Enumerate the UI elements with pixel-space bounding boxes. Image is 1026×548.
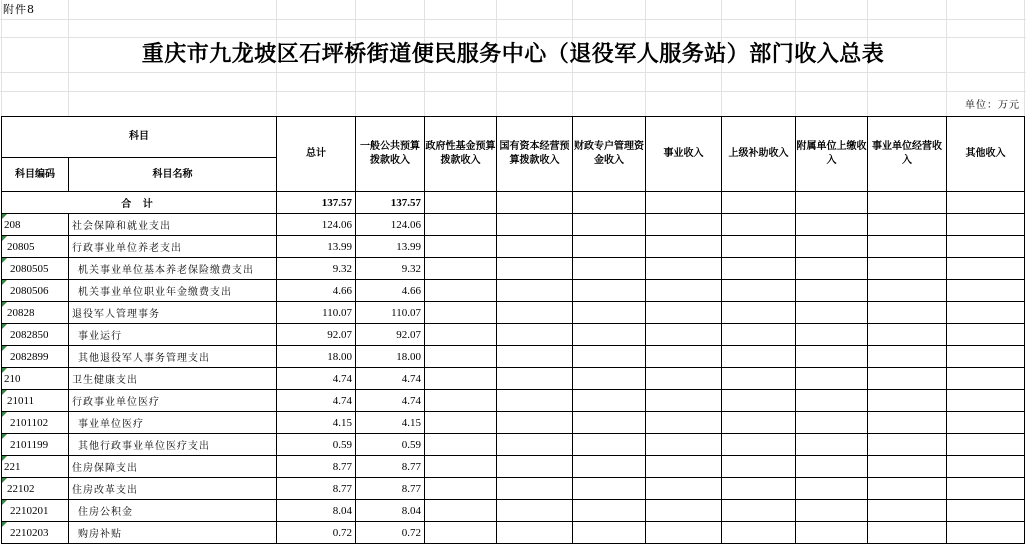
cell-comment-marker-icon <box>2 390 7 395</box>
table-row <box>2 390 1025 412</box>
total-row <box>2 192 1025 214</box>
empty-cell <box>425 434 497 456</box>
header-other-income: 其他收入 <box>947 117 1025 192</box>
empty-cell <box>497 324 573 346</box>
empty-cell <box>425 522 497 544</box>
empty-cell <box>722 500 796 522</box>
empty-cell <box>947 500 1025 522</box>
row-general-budget: 0.59 <box>356 434 425 456</box>
empty-cell <box>425 258 497 280</box>
empty-cell <box>868 346 947 368</box>
empty-cell <box>646 302 722 324</box>
empty-cell <box>796 478 868 500</box>
attachment-label: 附件8 <box>3 3 35 16</box>
empty-cell <box>947 258 1025 280</box>
empty-cell <box>947 324 1025 346</box>
header-subject: 科目 <box>2 117 277 158</box>
empty-cell <box>497 500 573 522</box>
empty-cell <box>868 324 947 346</box>
empty-cell <box>947 368 1025 390</box>
total-general-budget: 137.57 <box>356 192 425 214</box>
table-row <box>2 258 1025 280</box>
empty-cell <box>573 346 646 368</box>
empty-cell <box>796 368 868 390</box>
empty-cell <box>497 434 573 456</box>
empty-cell <box>947 434 1025 456</box>
empty-cell <box>646 500 722 522</box>
empty-cell <box>947 302 1025 324</box>
empty-cell <box>947 280 1025 302</box>
row-general-budget: 4.74 <box>356 368 425 390</box>
row-general-budget: 110.07 <box>356 302 425 324</box>
empty-cell <box>722 280 796 302</box>
empty-cell <box>796 412 868 434</box>
empty-cell <box>722 412 796 434</box>
empty-cell <box>425 390 497 412</box>
empty-cell <box>573 434 646 456</box>
empty-cell <box>646 456 722 478</box>
subject-code <box>2 522 69 544</box>
empty-cell <box>868 412 947 434</box>
empty-cell <box>868 214 947 236</box>
row-total: 4.15 <box>277 412 356 434</box>
subject-name: 其他退役军人事务管理支出 <box>69 346 277 368</box>
subject-code-text: 2210203 <box>10 526 49 539</box>
row-total: 4.74 <box>277 390 356 412</box>
empty-cell <box>722 478 796 500</box>
empty-cell <box>868 368 947 390</box>
empty-cell <box>497 214 573 236</box>
table-row <box>2 236 1025 258</box>
empty-cell <box>425 478 497 500</box>
total-label: 合 计 <box>2 192 277 214</box>
row-total: 8.77 <box>277 478 356 500</box>
cell-comment-marker-icon <box>2 346 7 351</box>
empty-cell <box>425 280 497 302</box>
row-general-budget: 8.04 <box>356 500 425 522</box>
cell-comment-marker-icon <box>2 412 7 417</box>
subject-name: 住房公积金 <box>69 500 277 522</box>
empty-cell <box>722 390 796 412</box>
subject-code <box>2 390 69 412</box>
empty-cell <box>796 324 868 346</box>
row-general-budget: 0.72 <box>356 522 425 544</box>
cell-comment-marker-icon <box>2 214 7 219</box>
empty-cell <box>646 324 722 346</box>
subject-code-text: 2101199 <box>10 438 49 451</box>
empty-cell <box>573 368 646 390</box>
header-total: 总计 <box>277 117 356 192</box>
empty-cell <box>722 236 796 258</box>
table-row <box>2 434 1025 456</box>
empty-cell <box>425 412 497 434</box>
cell-comment-marker-icon <box>2 302 7 307</box>
subject-code-text: 2101102 <box>10 416 49 429</box>
total-amount: 137.57 <box>277 192 356 214</box>
subject-code <box>2 324 69 346</box>
empty-cell <box>573 456 646 478</box>
subject-name: 行政事业单位医疗 <box>69 390 277 412</box>
row-general-budget: 4.15 <box>356 412 425 434</box>
empty-cell <box>722 456 796 478</box>
empty-cell <box>573 412 646 434</box>
income-summary-table <box>1 116 1025 544</box>
empty-cell <box>573 236 646 258</box>
empty-cell <box>497 346 573 368</box>
table-row <box>2 214 1025 236</box>
subject-code <box>2 500 69 522</box>
empty-cell <box>425 324 497 346</box>
empty-cell <box>646 346 722 368</box>
subject-code-text: 221 <box>4 460 21 473</box>
empty-cell <box>868 456 947 478</box>
empty-cell <box>722 346 796 368</box>
row-total: 9.32 <box>277 258 356 280</box>
subject-name: 事业单位医疗 <box>69 412 277 434</box>
empty-cell <box>573 302 646 324</box>
empty-cell <box>425 368 497 390</box>
empty-cell <box>722 522 796 544</box>
row-total: 0.72 <box>277 522 356 544</box>
empty-cell <box>425 236 497 258</box>
row-general-budget: 8.77 <box>356 478 425 500</box>
row-general-budget: 8.77 <box>356 456 425 478</box>
empty-cell <box>722 302 796 324</box>
table-row <box>2 368 1025 390</box>
unit-label: 单位：万元 <box>965 100 1020 111</box>
empty-cell <box>947 236 1025 258</box>
page-title: 重庆市九龙坡区石坪桥街道便民服务中心（退役军人服务站）部门收入总表 <box>141 41 885 67</box>
empty-cell <box>796 302 868 324</box>
empty-cell <box>868 390 947 412</box>
subject-name: 其他行政事业单位医疗支出 <box>69 434 277 456</box>
subject-code <box>2 236 69 258</box>
row-general-budget: 4.66 <box>356 280 425 302</box>
table-row <box>2 324 1025 346</box>
empty-cell <box>497 390 573 412</box>
empty-cell <box>573 478 646 500</box>
empty-cell <box>497 368 573 390</box>
empty-cell <box>796 522 868 544</box>
row-general-budget: 124.06 <box>356 214 425 236</box>
subject-name: 购房补贴 <box>69 522 277 544</box>
row-total: 8.04 <box>277 500 356 522</box>
empty-cell <box>868 280 947 302</box>
empty-cell <box>497 302 573 324</box>
header-operating-income: 事业单位经营收入 <box>868 117 947 192</box>
row-total: 4.74 <box>277 368 356 390</box>
empty-cell <box>573 500 646 522</box>
subject-code <box>2 280 69 302</box>
table-row <box>2 280 1025 302</box>
empty-cell <box>796 346 868 368</box>
empty-cell <box>796 456 868 478</box>
subject-code <box>2 258 69 280</box>
empty-cell <box>722 324 796 346</box>
empty-cell <box>573 214 646 236</box>
cell-comment-marker-icon <box>2 368 7 373</box>
table-row <box>2 302 1025 324</box>
empty-cell <box>425 500 497 522</box>
row-total: 110.07 <box>277 302 356 324</box>
cell-comment-marker-icon <box>2 456 7 461</box>
subject-code <box>2 456 69 478</box>
row-total: 18.00 <box>277 346 356 368</box>
empty-cell <box>796 500 868 522</box>
row-general-budget: 9.32 <box>356 258 425 280</box>
row-total: 0.59 <box>277 434 356 456</box>
empty-cell <box>646 522 722 544</box>
subject-name: 退役军人管理事务 <box>69 302 277 324</box>
empty-cell <box>796 258 868 280</box>
cell-comment-marker-icon <box>2 522 7 527</box>
empty-cell <box>796 280 868 302</box>
subject-name: 住房改革支出 <box>69 478 277 500</box>
table-row <box>2 456 1025 478</box>
empty-cell <box>947 412 1025 434</box>
empty-cell <box>646 368 722 390</box>
empty-cell <box>947 522 1025 544</box>
header-state-capital: 国有资本经营预算拨款收入 <box>497 117 573 192</box>
empty-cell <box>497 236 573 258</box>
subject-code-text: 2082899 <box>10 350 49 363</box>
empty-cell <box>796 236 868 258</box>
subject-code-text: 208 <box>4 218 21 231</box>
empty-cell <box>497 280 573 302</box>
subject-name: 卫生健康支出 <box>69 368 277 390</box>
subject-code <box>2 478 69 500</box>
table-row <box>2 522 1025 544</box>
subject-name: 社会保障和就业支出 <box>69 214 277 236</box>
empty-cell <box>868 500 947 522</box>
row-general-budget: 92.07 <box>356 324 425 346</box>
empty-cell <box>573 522 646 544</box>
empty-cell <box>868 236 947 258</box>
cell-comment-marker-icon <box>2 500 7 505</box>
header-code: 科目编码 <box>2 158 69 192</box>
cell-comment-marker-icon <box>2 280 7 285</box>
table-row <box>2 412 1025 434</box>
row-general-budget: 13.99 <box>356 236 425 258</box>
subject-code-text: 21011 <box>7 394 35 407</box>
empty-cell <box>425 302 497 324</box>
empty-cell <box>573 280 646 302</box>
empty-cell <box>646 258 722 280</box>
empty-cell <box>947 390 1025 412</box>
row-general-budget: 4.74 <box>356 390 425 412</box>
subject-code-text: 210 <box>4 372 21 385</box>
empty-cell <box>868 522 947 544</box>
cell-comment-marker-icon <box>2 236 7 241</box>
empty-cell <box>497 412 573 434</box>
empty-cell <box>646 434 722 456</box>
empty-cell <box>425 346 497 368</box>
empty-cell <box>497 258 573 280</box>
empty-cell <box>722 214 796 236</box>
empty-cell <box>425 214 497 236</box>
header-special-account: 财政专户管理资金收入 <box>573 117 646 192</box>
header-superior-subsidy: 上级补助收入 <box>722 117 796 192</box>
header-affiliate-income: 附属单位上缴收入 <box>796 117 868 192</box>
empty-cell <box>947 346 1025 368</box>
table-row <box>2 346 1025 368</box>
row-total: 13.99 <box>277 236 356 258</box>
cell-comment-marker-icon <box>2 324 7 329</box>
table-row <box>2 478 1025 500</box>
row-total: 4.66 <box>277 280 356 302</box>
table-row <box>2 500 1025 522</box>
row-total: 124.06 <box>277 214 356 236</box>
subject-code-text: 2080506 <box>10 284 49 297</box>
empty-cell <box>722 434 796 456</box>
cell-comment-marker-icon <box>2 478 7 483</box>
subject-code-text: 20805 <box>7 240 35 253</box>
subject-code-text: 2082850 <box>10 328 49 341</box>
subject-code <box>2 214 69 236</box>
empty-cell <box>796 390 868 412</box>
subject-code <box>2 302 69 324</box>
subject-code-text: 2210201 <box>10 504 49 517</box>
subject-name: 机关事业单位基本养老保险缴费支出 <box>69 258 277 280</box>
empty-cell <box>868 478 947 500</box>
empty-cell <box>796 214 868 236</box>
empty-cell <box>646 478 722 500</box>
row-total: 8.77 <box>277 456 356 478</box>
empty-cell <box>497 522 573 544</box>
empty-cell <box>947 456 1025 478</box>
empty-cell <box>947 478 1025 500</box>
subject-code <box>2 412 69 434</box>
empty-cell <box>796 434 868 456</box>
empty-cell <box>646 214 722 236</box>
subject-name: 事业运行 <box>69 324 277 346</box>
subject-code-text: 2080505 <box>10 262 49 275</box>
subject-code-text: 20828 <box>7 306 35 319</box>
row-total: 92.07 <box>277 324 356 346</box>
empty-cell <box>425 456 497 478</box>
empty-cell <box>868 434 947 456</box>
cell-comment-marker-icon <box>2 258 7 263</box>
empty-cell <box>646 390 722 412</box>
empty-cell <box>573 390 646 412</box>
empty-cell <box>868 302 947 324</box>
empty-cell <box>947 214 1025 236</box>
empty-cell <box>497 456 573 478</box>
empty-cell <box>646 412 722 434</box>
empty-cell <box>497 478 573 500</box>
subject-code <box>2 434 69 456</box>
subject-name: 机关事业单位职业年金缴费支出 <box>69 280 277 302</box>
header-general-budget: 一般公共预算拨款收入 <box>356 117 425 192</box>
subject-name: 住房保障支出 <box>69 456 277 478</box>
empty-cell <box>868 258 947 280</box>
subject-code-text: 22102 <box>7 482 35 495</box>
empty-cell <box>722 368 796 390</box>
subject-name: 行政事业单位养老支出 <box>69 236 277 258</box>
empty-cell <box>722 258 796 280</box>
header-name: 科目名称 <box>69 158 277 192</box>
empty-cell <box>573 258 646 280</box>
header-business-income: 事业收入 <box>646 117 722 192</box>
header-gov-fund: 政府性基金预算拨款收入 <box>425 117 497 192</box>
empty-cell <box>646 280 722 302</box>
subject-code <box>2 368 69 390</box>
empty-cell <box>646 236 722 258</box>
cell-comment-marker-icon <box>2 434 7 439</box>
empty-cell <box>573 324 646 346</box>
subject-code <box>2 346 69 368</box>
row-general-budget: 18.00 <box>356 346 425 368</box>
